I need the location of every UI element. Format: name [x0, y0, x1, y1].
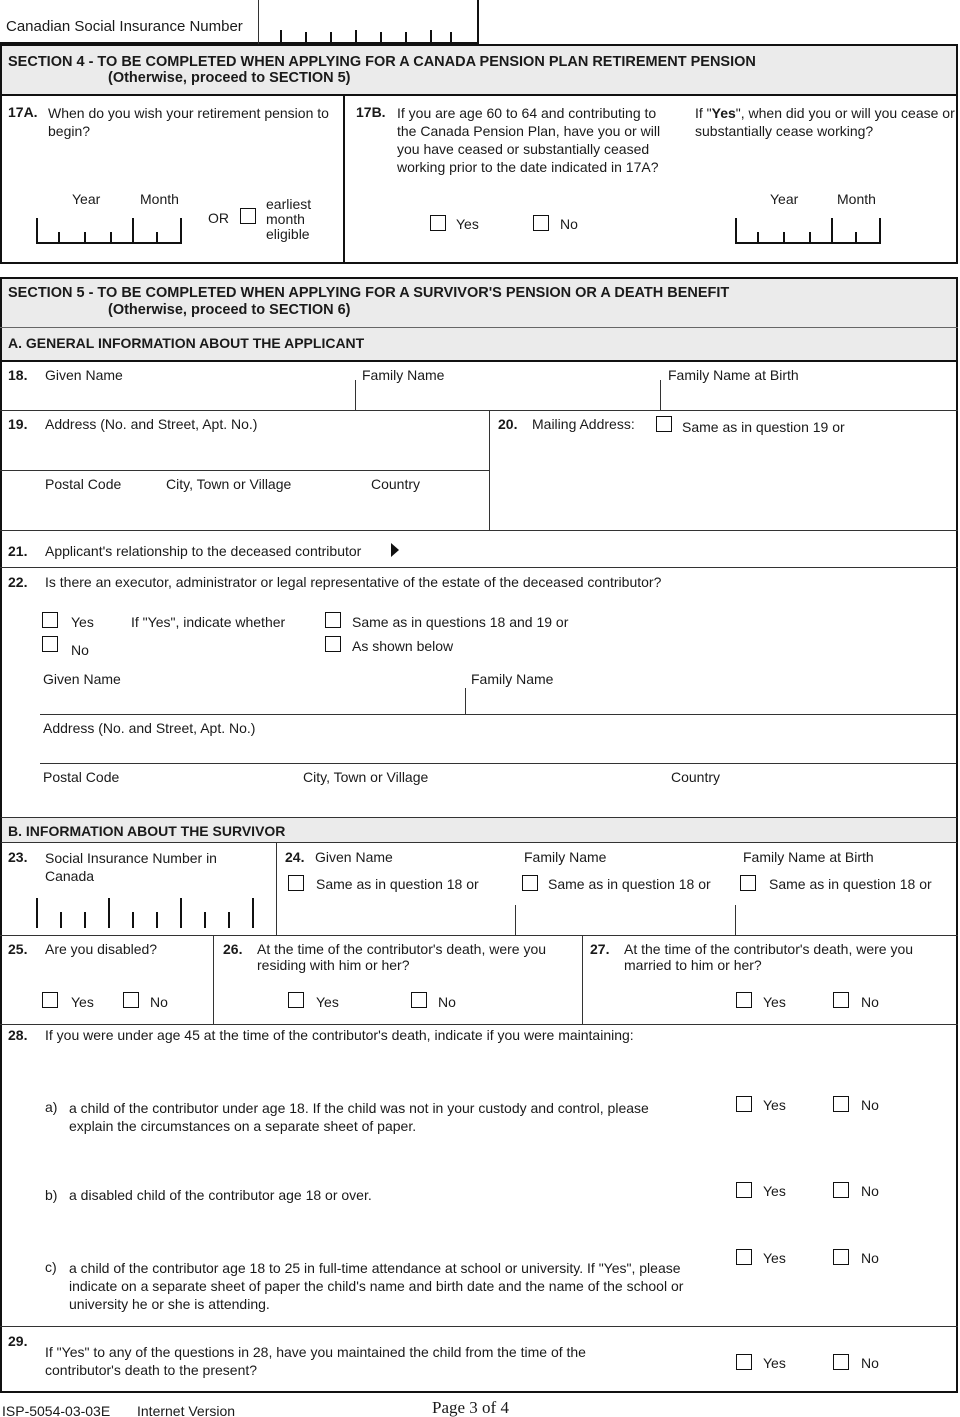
section4-subtitle: (Otherwise, proceed to SECTION 5)	[108, 70, 351, 86]
q28-text: If you were under age 45 at the time of the contributor's death, indicate if you were maintaining:	[45, 1027, 634, 1043]
sin-input[interactable]	[280, 30, 470, 42]
q18-number: 18.	[8, 367, 28, 383]
q28c-no-checkbox[interactable]	[833, 1249, 849, 1265]
q29-number: 29.	[8, 1333, 28, 1349]
q28b-label: b)	[45, 1187, 58, 1203]
q17a-earliest-checkbox[interactable]	[240, 208, 256, 224]
q27-yes-checkbox[interactable]	[736, 992, 752, 1008]
q24-family-input[interactable]	[520, 900, 730, 930]
arrow-right-icon	[391, 543, 399, 557]
sin-label: Canadian Social Insurance Number	[6, 18, 243, 35]
q29-no-checkbox[interactable]	[833, 1354, 849, 1370]
section5-subtitle: (Otherwise, proceed to SECTION 6)	[108, 302, 351, 318]
q22-postal-label: Postal Code	[43, 769, 120, 785]
q28-number: 28.	[8, 1027, 28, 1043]
q17b-when-text	[695, 104, 957, 140]
q18-given-input[interactable]	[40, 386, 350, 410]
q23-text: Social Insurance Number in Canada	[45, 850, 217, 884]
q19-city-label: City, Town or Village	[166, 476, 292, 492]
q27-yes-label: Yes	[763, 994, 786, 1010]
q28c-yes-checkbox[interactable]	[736, 1249, 752, 1265]
q26-no-label: No	[438, 994, 456, 1010]
q26-yes-label: Yes	[316, 994, 339, 1010]
q17b-when-post: ", when did you or will you cease or substantially cease working?	[695, 105, 955, 139]
q22-no-label: No	[71, 642, 89, 658]
q26-number: 26.	[223, 941, 243, 957]
q24-family-label: Family Name	[524, 849, 607, 865]
q19-address-label: Address (No. and Street, Apt. No.)	[45, 416, 258, 432]
q22-family-label: Family Name	[471, 671, 554, 687]
q17b-no-label: No	[560, 216, 578, 232]
q17a-text: When do you wish your retirement pension to begin?	[48, 105, 329, 139]
q24-given-label: Given Name	[315, 849, 393, 865]
q22-text: Is there an executor, administrator or legal representative of the estate of the deceased contributor?	[45, 574, 662, 590]
footer-version: Internet Version	[137, 1403, 236, 1417]
q22-indicate-label: If "Yes", indicate whether	[131, 614, 286, 630]
frame-right	[956, 360, 958, 1392]
q22-number: 22.	[8, 574, 28, 590]
q22-given-label: Given Name	[43, 671, 121, 687]
q17b-when-yes: Yes	[711, 105, 736, 121]
q24-sep2	[735, 905, 736, 935]
sin-divider	[258, 0, 259, 44]
q22-shown-label: As shown below	[352, 638, 454, 654]
q22-same-checkbox[interactable]	[325, 612, 341, 628]
q18-sep1	[355, 380, 356, 410]
q29-yes-checkbox[interactable]	[736, 1354, 752, 1370]
q29-text: If "Yes" to any of the questions in 28, have you maintained the child from the time of the contributor's death to the present?	[45, 1344, 586, 1378]
q19-country-label: Country	[371, 476, 421, 492]
q28a-label: a)	[45, 1099, 58, 1115]
q19-postal-label: Postal Code	[45, 476, 122, 492]
q22-shown-checkbox[interactable]	[325, 636, 341, 652]
q17b-date-input[interactable]	[735, 218, 881, 244]
q23-q24-divider	[276, 843, 277, 935]
section5-title: SECTION 5 - TO BE COMPLETED WHEN APPLYING FOR A SURVIVOR'S PENSION OR A DEATH BENEFIT	[8, 285, 730, 301]
q20-same-label: Same as in question 19 or	[682, 419, 845, 435]
q24-family-same-label: Same as in question 18 or	[548, 876, 711, 892]
q28b-text: a disabled child of the contributor age 18 or over.	[69, 1187, 372, 1203]
q24-given-same-label: Same as in question 18 or	[316, 876, 479, 892]
q25-divider	[213, 935, 214, 1024]
q18-given-label: Given Name	[45, 367, 123, 383]
q20-number: 20.	[498, 416, 518, 432]
q17b-yes-checkbox[interactable]	[430, 215, 446, 231]
q28a-no-label: No	[861, 1097, 879, 1113]
q24-family-same-checkbox[interactable]	[522, 875, 538, 891]
q22-no-checkbox[interactable]	[42, 636, 58, 652]
q17a-date-input[interactable]	[36, 218, 182, 244]
q19-address-input[interactable]	[40, 436, 480, 466]
q17a-number: 17A.	[8, 104, 38, 120]
q17b-when-pre: If "	[695, 105, 712, 121]
q28-bottom	[0, 1326, 958, 1327]
q28a-no-checkbox[interactable]	[833, 1096, 849, 1112]
q21-bottom	[0, 567, 958, 568]
q24-given-same-checkbox[interactable]	[288, 875, 304, 891]
q24-sep1	[515, 905, 516, 935]
q19-q20-divider	[489, 410, 490, 530]
q20-same-checkbox[interactable]	[656, 416, 672, 432]
q23-number: 23.	[8, 849, 28, 865]
q28c-label: c)	[45, 1259, 57, 1275]
q28a-yes-label: Yes	[763, 1097, 786, 1113]
q24-birth-label: Family Name at Birth	[743, 849, 874, 865]
q26-text: At the time of the contributor's death, were you residing with him or her?	[257, 941, 547, 973]
q22-address-label: Address (No. and Street, Apt. No.)	[43, 720, 256, 736]
q28a-text: a child of the contributor under age 18. If the child was not in your custody and control, please explain the circumstances on a separate sheet of paper.	[69, 1100, 649, 1134]
q17b-month-label: Month	[837, 191, 876, 207]
q17a-year-label: Year	[72, 191, 101, 207]
q27-no-label: No	[861, 994, 879, 1010]
q22-family-input[interactable]	[470, 690, 950, 714]
q26-no-checkbox[interactable]	[411, 992, 427, 1008]
q18-sep2	[660, 380, 661, 410]
q22-postal-input[interactable]	[40, 788, 950, 812]
q22-name-sep	[465, 688, 466, 714]
q22-same-label: Same as in questions 18 and 19 or	[352, 614, 569, 630]
q24-number: 24.	[285, 849, 305, 865]
q22-yes-checkbox[interactable]	[42, 612, 58, 628]
q24-given-input[interactable]	[285, 900, 510, 930]
q18-birth-input[interactable]	[665, 386, 950, 410]
q24-birth-same-label: Same as in question 18 or	[769, 876, 932, 892]
q17b-no-checkbox[interactable]	[533, 215, 549, 231]
q26-divider	[582, 935, 583, 1024]
q21-text: Applicant's relationship to the deceased contributor	[45, 543, 362, 559]
q17b-text: If you are age 60 to 64 and contributing to the Canada Pension Plan, have you or will you have ceased or substantially ceased working prior to the date indicated in 17A?	[397, 105, 661, 175]
q28c-no-label: No	[861, 1250, 879, 1266]
q22-address-input[interactable]	[40, 738, 950, 762]
q24-birth-same-checkbox[interactable]	[740, 875, 756, 891]
q17b-number: 17B.	[356, 104, 386, 120]
q18-family-label: Family Name	[362, 367, 445, 383]
q25-yes-checkbox[interactable]	[42, 992, 58, 1008]
q22-yes-label: Yes	[71, 614, 94, 630]
q24-birth-input[interactable]	[740, 900, 950, 930]
q28b-no-checkbox[interactable]	[833, 1182, 849, 1198]
q28b-yes-label: Yes	[763, 1183, 786, 1199]
q21-number: 21.	[8, 543, 28, 559]
q27-text: At the time of the contributor's death, were you married to him or her?	[624, 941, 914, 973]
section4-title: SECTION 4 - TO BE COMPLETED WHEN APPLYING FOR A CANADA PENSION PLAN RETIREMENT PENSION	[8, 54, 756, 70]
q23-bottom	[0, 935, 958, 936]
frame-left	[0, 360, 2, 1392]
q25-no-label: No	[150, 994, 168, 1010]
q25-text: Are you disabled?	[45, 941, 158, 957]
q22-city-label: City, Town or Village	[303, 769, 429, 785]
q19-mid	[0, 470, 489, 471]
q26-yes-checkbox[interactable]	[288, 992, 304, 1008]
q25-bottom	[0, 1024, 958, 1025]
q19-number: 19.	[8, 416, 28, 432]
q17a-earliest-label: earliest month eligible	[266, 196, 312, 242]
q17b-year-label: Year	[770, 191, 799, 207]
section4-divider	[343, 94, 345, 264]
q22-name-line	[40, 714, 956, 715]
q27-no-checkbox[interactable]	[833, 992, 849, 1008]
q18-family-input[interactable]	[360, 386, 655, 410]
footer-page-number: Page 3 of 4	[432, 1398, 509, 1417]
q29-no-label: No	[861, 1355, 879, 1371]
q17b-yes-label: Yes	[456, 216, 479, 232]
q25-number: 25.	[8, 941, 28, 957]
section5-divider	[0, 327, 958, 328]
part-a-title: A. GENERAL INFORMATION ABOUT THE APPLICANT	[8, 335, 365, 351]
q28b-yes-checkbox[interactable]	[736, 1182, 752, 1198]
q20-mailing-label: Mailing Address:	[532, 416, 635, 432]
q28b-no-label: No	[861, 1183, 879, 1199]
q28a-yes-checkbox[interactable]	[736, 1096, 752, 1112]
q18-birth-label: Family Name at Birth	[668, 367, 799, 383]
q28c-yes-label: Yes	[763, 1250, 786, 1266]
q22-given-input[interactable]	[40, 690, 460, 714]
q17a-month-label: Month	[140, 191, 179, 207]
q21-relationship-input[interactable]	[405, 538, 950, 564]
q17a-or-label: OR	[208, 210, 229, 226]
q19-postal-input[interactable]	[40, 496, 480, 526]
q25-no-checkbox[interactable]	[123, 992, 139, 1008]
q29-yes-label: Yes	[763, 1355, 786, 1371]
q23-sin-input[interactable]	[36, 898, 256, 928]
frame-bottom	[0, 1391, 958, 1393]
q27-number: 27.	[590, 941, 610, 957]
q22-country-label: Country	[671, 769, 721, 785]
part-b-title: B. INFORMATION ABOUT THE SURVIVOR	[8, 823, 286, 839]
q28c-text: a child of the contributor age 18 to 25 in full-time attendance at school or university. If "Yes", please indicate on a separate sheet of paper the child's name and birth date and the name of the school or university he or she is attending.	[69, 1260, 684, 1312]
q25-yes-label: Yes	[71, 994, 94, 1010]
q18-bottom	[0, 410, 958, 411]
q19-bottom	[0, 530, 958, 531]
footer-form-id: ISP-5054-03-03E	[2, 1403, 111, 1417]
q22-address-line	[40, 763, 956, 764]
